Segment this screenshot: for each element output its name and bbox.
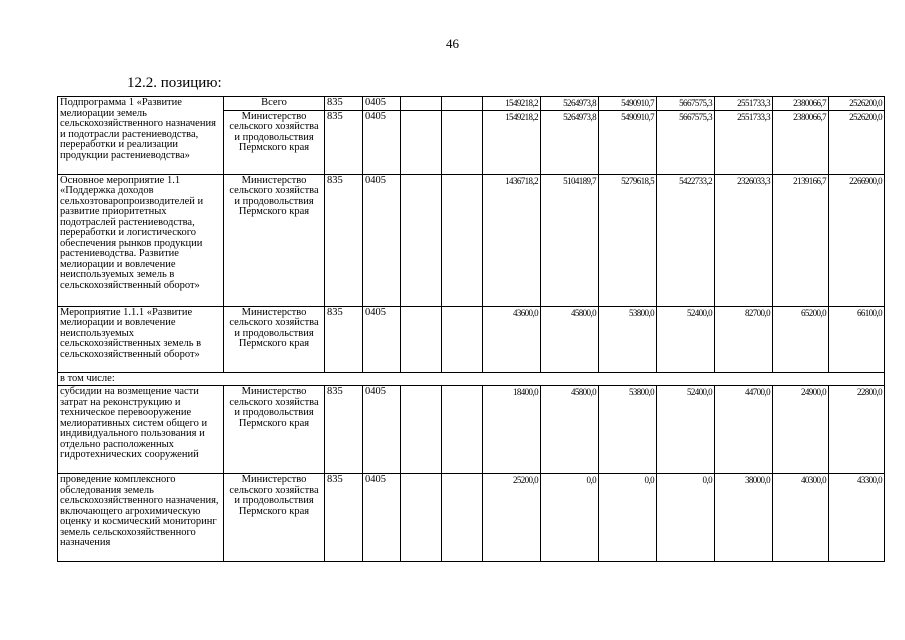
value-cell: 38000,0 bbox=[715, 474, 773, 562]
executor-cell: Министерство сельского хозяйства и продовольствия Пермского края bbox=[224, 174, 325, 306]
row-name: Основное мероприятие 1.1 «Поддержка доходов сельхозтоваропроизводителей и развитие приоритетных подотраслей растениеводства, переработки и логистического обеспечения рынков продукции растениеводства. Развитие мелиорации и вовлечение неиспользуемых земель в сельскохозяйственный оборот» bbox=[58, 174, 224, 306]
value-cell: 5667575,3 bbox=[657, 97, 715, 111]
value-cell: 5264973,8 bbox=[541, 97, 599, 111]
value-cell: 43300,0 bbox=[829, 474, 885, 562]
value-cell: 2526200,0 bbox=[829, 110, 885, 174]
grbs-cell: 835 bbox=[325, 110, 363, 174]
value-cell: 0,0 bbox=[657, 474, 715, 562]
value-cell: 24900,0 bbox=[773, 386, 829, 474]
section-title: 12.2. позицию: bbox=[127, 75, 222, 91]
value-cell: 5264973,8 bbox=[541, 110, 599, 174]
grbs-cell: 835 bbox=[325, 474, 363, 562]
row-name: проведение комплексного обследования земель сельскохозяйственного назначения, включающего агрохимическую оценку и космический мониторинг земель сельскохозяйственного назначения bbox=[58, 474, 224, 562]
value-cell: 44700,0 bbox=[715, 386, 773, 474]
table-row bbox=[58, 174, 885, 306]
row-name: Мероприятие 1.1.1 «Развитие мелиорации и вовлечение неиспользуемых сельскохозяйственных земель в сельскохозяйственный оборот» bbox=[58, 306, 224, 372]
value-cell: 22800,0 bbox=[829, 386, 885, 474]
csr-cell bbox=[401, 110, 442, 174]
value-cell: 0,0 bbox=[599, 474, 657, 562]
csr-cell bbox=[401, 386, 442, 474]
value-cell: 2551733,3 bbox=[715, 97, 773, 111]
rz-cell: 0405 bbox=[363, 110, 401, 174]
grbs-cell: 835 bbox=[325, 174, 363, 306]
value-cell: 0,0 bbox=[541, 474, 599, 562]
grbs-cell: 835 bbox=[325, 97, 363, 111]
value-cell: 43600,0 bbox=[483, 306, 541, 372]
value-cell: 82700,0 bbox=[715, 306, 773, 372]
value-cell: 2526200,0 bbox=[829, 97, 885, 111]
value-cell: 1436718,2 bbox=[483, 174, 541, 306]
value-cell: 5279618,5 bbox=[599, 174, 657, 306]
value-cell: 45800,0 bbox=[541, 386, 599, 474]
grbs-cell: 835 bbox=[325, 386, 363, 474]
value-cell: 2380066,7 bbox=[773, 97, 829, 111]
value-cell: 53800,0 bbox=[599, 306, 657, 372]
row-name: субсидии на возмещение части затрат на реконструкцию и техническое перевооружение мелиоративных систем общего и индивидуального пользования и отдельно расположенных гидротехнических сооружений bbox=[58, 386, 224, 474]
rz-cell: 0405 bbox=[363, 474, 401, 562]
rz-cell: 0405 bbox=[363, 174, 401, 306]
vr-cell bbox=[442, 306, 483, 372]
page-number: 46 bbox=[446, 36, 459, 51]
value-cell: 18400,0 bbox=[483, 386, 541, 474]
executor-cell: Всего bbox=[224, 97, 325, 111]
value-cell: 5422733,2 bbox=[657, 174, 715, 306]
value-cell: 1549218,2 bbox=[483, 110, 541, 174]
rz-cell: 0405 bbox=[363, 386, 401, 474]
vr-cell bbox=[442, 386, 483, 474]
vr-cell bbox=[442, 174, 483, 306]
value-cell: 2380066,7 bbox=[773, 110, 829, 174]
value-cell: 5490910,7 bbox=[599, 110, 657, 174]
value-cell: 45800,0 bbox=[541, 306, 599, 372]
row-name: Подпрограмма 1 «Развитие мелиорации земель сельскохозяйственного назначения и подотрасли растениеводства, переработки и реализации продукции растениеводства» bbox=[58, 97, 224, 175]
executor-cell: Министерство сельского хозяйства и продовольствия Пермского края bbox=[224, 474, 325, 562]
table-row bbox=[58, 97, 885, 111]
value-cell: 52400,0 bbox=[657, 386, 715, 474]
vr-cell bbox=[442, 97, 483, 111]
csr-cell bbox=[401, 474, 442, 562]
value-cell: 2551733,3 bbox=[715, 110, 773, 174]
value-cell: 2139166,7 bbox=[773, 174, 829, 306]
vr-cell bbox=[442, 110, 483, 174]
value-cell: 65200,0 bbox=[773, 306, 829, 372]
budget-table bbox=[57, 96, 885, 562]
value-cell: 2266900,0 bbox=[829, 174, 885, 306]
rz-cell: 0405 bbox=[363, 306, 401, 372]
csr-cell bbox=[401, 306, 442, 372]
table-row bbox=[58, 306, 885, 372]
value-cell: 5104189,7 bbox=[541, 174, 599, 306]
value-cell: 52400,0 bbox=[657, 306, 715, 372]
csr-cell bbox=[401, 97, 442, 111]
table-row bbox=[58, 474, 885, 562]
executor-cell: Министерство сельского хозяйства и продовольствия Пермского края bbox=[224, 386, 325, 474]
value-cell: 5667575,3 bbox=[657, 110, 715, 174]
subheading-cell: в том числе: bbox=[58, 372, 885, 386]
value-cell: 53800,0 bbox=[599, 386, 657, 474]
value-cell: 5490910,7 bbox=[599, 97, 657, 111]
value-cell: 1549218,2 bbox=[483, 97, 541, 111]
table-row bbox=[58, 386, 885, 474]
grbs-cell: 835 bbox=[325, 306, 363, 372]
value-cell: 40300,0 bbox=[773, 474, 829, 562]
value-cell: 25200,0 bbox=[483, 474, 541, 562]
vr-cell bbox=[442, 474, 483, 562]
executor-cell: Министерство сельского хозяйства и продовольствия Пермского края bbox=[224, 306, 325, 372]
table-row bbox=[58, 372, 885, 386]
value-cell: 66100,0 bbox=[829, 306, 885, 372]
csr-cell bbox=[401, 174, 442, 306]
executor-cell: Министерство сельского хозяйства и продовольствия Пермского края bbox=[224, 110, 325, 174]
value-cell: 2326033,3 bbox=[715, 174, 773, 306]
rz-cell: 0405 bbox=[363, 97, 401, 111]
